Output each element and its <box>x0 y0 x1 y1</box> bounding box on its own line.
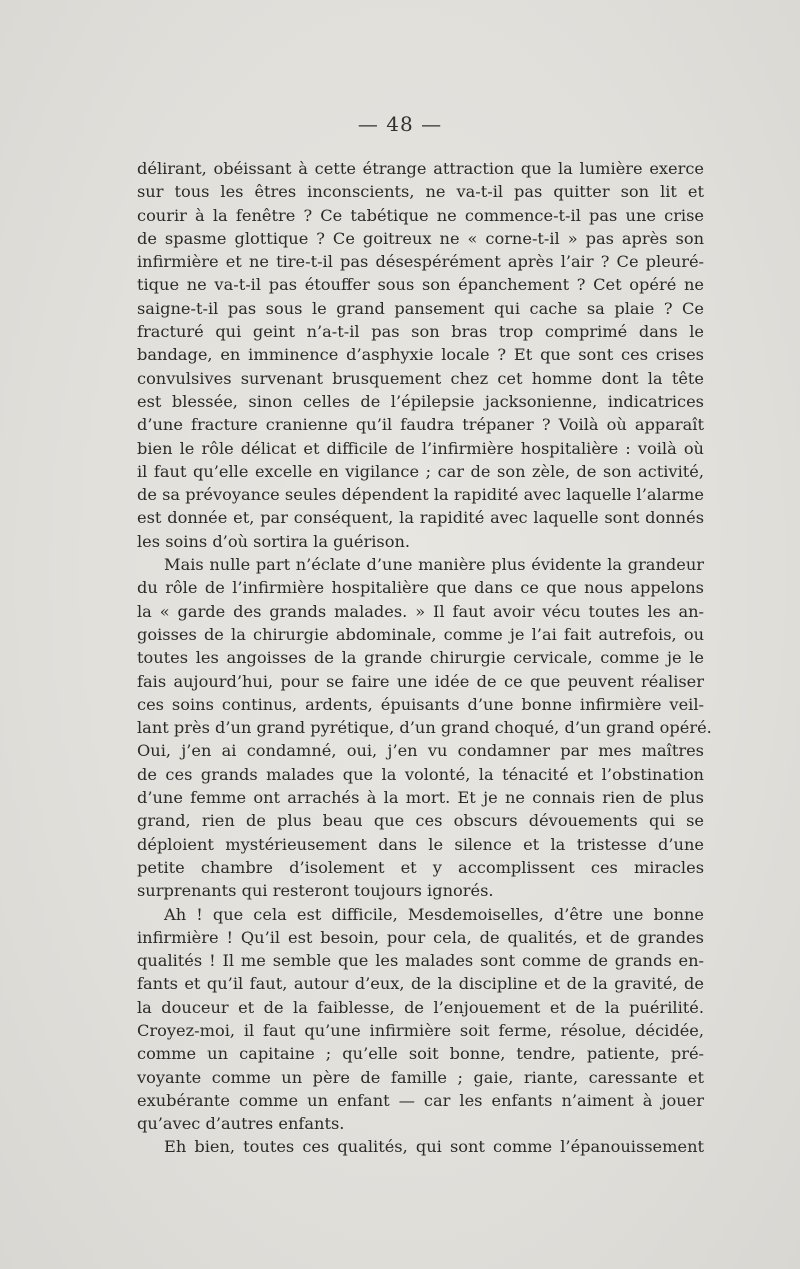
text-line: la « garde des grands malades. » Il faut avoir vécu toutes les an- <box>137 601 704 621</box>
text-line: petite chambre d’isolement et y accomplissent ces miracles <box>137 857 704 877</box>
text-line: infirmière ! Qu’il est besoin, pour cela, de qualités, et de grandes <box>137 927 704 947</box>
text-line: voyante comme un père de famille ; gaie, riante, caressante et <box>137 1067 704 1087</box>
text-line: saigne-t-il pas sous le grand pansement qui cache sa plaie ? Ce <box>137 298 704 318</box>
text-line: d’une femme ont arrachés à la mort. Et je ne connais rien de plus <box>137 788 704 808</box>
text-line: Eh bien, toutes ces qualités, qui sont comme l’épanouissement <box>164 1137 704 1157</box>
text-line: fais aujourd’hui, pour se faire une idée de ce que peuvent réaliser <box>137 671 704 691</box>
text-line: Ah ! que cela est difficile, Mesdemoiselles, d’être une bonne <box>164 904 704 924</box>
text-line: il faut qu’elle excelle en vigilance ; car de son zèle, de son activité, <box>137 461 704 481</box>
text-line: surprenants qui resteront toujours ignorés. <box>137 881 494 901</box>
text-line: sur tous les êtres inconscients, ne va-t-il pas quitter son lit et <box>137 182 704 202</box>
text-line: de sa prévoyance seules dépendent la rapidité avec laquelle l’alarme <box>137 485 704 505</box>
text-line: Croyez-moi, il faut qu’une infirmière soit ferme, résolue, décidée, <box>137 1020 704 1040</box>
paragraph <box>137 157 704 553</box>
text-line: ces soins continus, ardents, épuisants d’une bonne infirmière veil- <box>137 694 704 714</box>
text-line: est blessée, sinon celles de l’épilepsie jacksonienne, indicatrices <box>137 391 704 411</box>
text-line: grand, rien de plus beau que ces obscurs dévouements qui se <box>137 811 704 831</box>
text-line: qualités ! Il me semble que les malades sont comme de grands en- <box>137 951 704 971</box>
text-line: Mais nulle part n’éclate d’une manière plus évidente la grandeur <box>164 555 704 575</box>
text-line: délirant, obéissant à cette étrange attraction que la lumière exerce <box>137 159 704 178</box>
text-line: du rôle de l’infirmière hospitalière que dans ce que nous appelons <box>137 578 704 598</box>
body-text <box>137 157 712 1159</box>
text-line: qu’avec d’autres enfants. <box>137 1114 345 1134</box>
text-line: fracturé qui geint n’a-t-il pas son bras trop comprimé dans le <box>137 322 704 342</box>
text-line: exubérante comme un enfant — car les enfants n’aiment à jouer <box>137 1090 704 1110</box>
text-line: de ces grands malades que la volonté, la ténacité et l’obstination <box>137 764 704 784</box>
text-line: goisses de la chirurgie abdominale, comme je l’ai fait autrefois, ou <box>137 624 704 644</box>
paragraph <box>137 903 704 1136</box>
text-line: bien le rôle délicat et difficile de l’infirmière hospitalière : voilà où <box>137 438 704 458</box>
text-line: déploient mystérieusement dans le silence et la tristesse d’une <box>137 834 704 854</box>
text-line: bandage, en imminence d’asphyxie locale ? Et que sont ces crises <box>137 345 704 365</box>
text-line: tique ne va-t-il pas étouffer sous son épanchement ? Cet opéré ne <box>137 275 704 295</box>
text-line: d’une fracture cranienne qu’il faudra trépaner ? Voilà où apparaît <box>137 415 704 435</box>
text-line: les soins d’où sortira la guérison. <box>137 531 411 551</box>
paragraph <box>137 553 712 902</box>
text-line: courir à la fenêtre ? Ce tabétique ne commence-t-il pas une crise <box>137 205 704 225</box>
text-line: lant près d’un grand pyrétique, d’un grand choqué, d’un grand opéré. <box>137 718 712 738</box>
text-line: de spasme glottique ? Ce goitreux ne « corne-t-il » pas après son <box>137 228 704 248</box>
text-line: Oui, j’en ai condamné, oui, j’en vu condamner par mes maîtres <box>137 741 704 761</box>
text-line: comme un capitaine ; qu’elle soit bonne, tendre, patiente, pré- <box>137 1044 704 1064</box>
text-line: fants et qu’il faut, autour d’eux, de la discipline et de la gravité, de <box>137 974 704 994</box>
text-line: la douceur et de la faiblesse, de l’enjouement et de la puérilité. <box>137 997 704 1017</box>
paragraph <box>137 1135 704 1158</box>
text-line: toutes les angoisses de la grande chirurgie cervicale, comme je le <box>137 648 704 668</box>
page-number: — 48 — <box>357 112 443 136</box>
text-line: est donnée et, par conséquent, la rapidité avec laquelle sont donnés <box>137 508 704 528</box>
text-line: convulsives survenant brusquement chez cet homme dont la tête <box>137 368 704 388</box>
text-line: infirmière et ne tire-t-il pas désespérément après l’air ? Ce pleuré- <box>137 252 704 272</box>
